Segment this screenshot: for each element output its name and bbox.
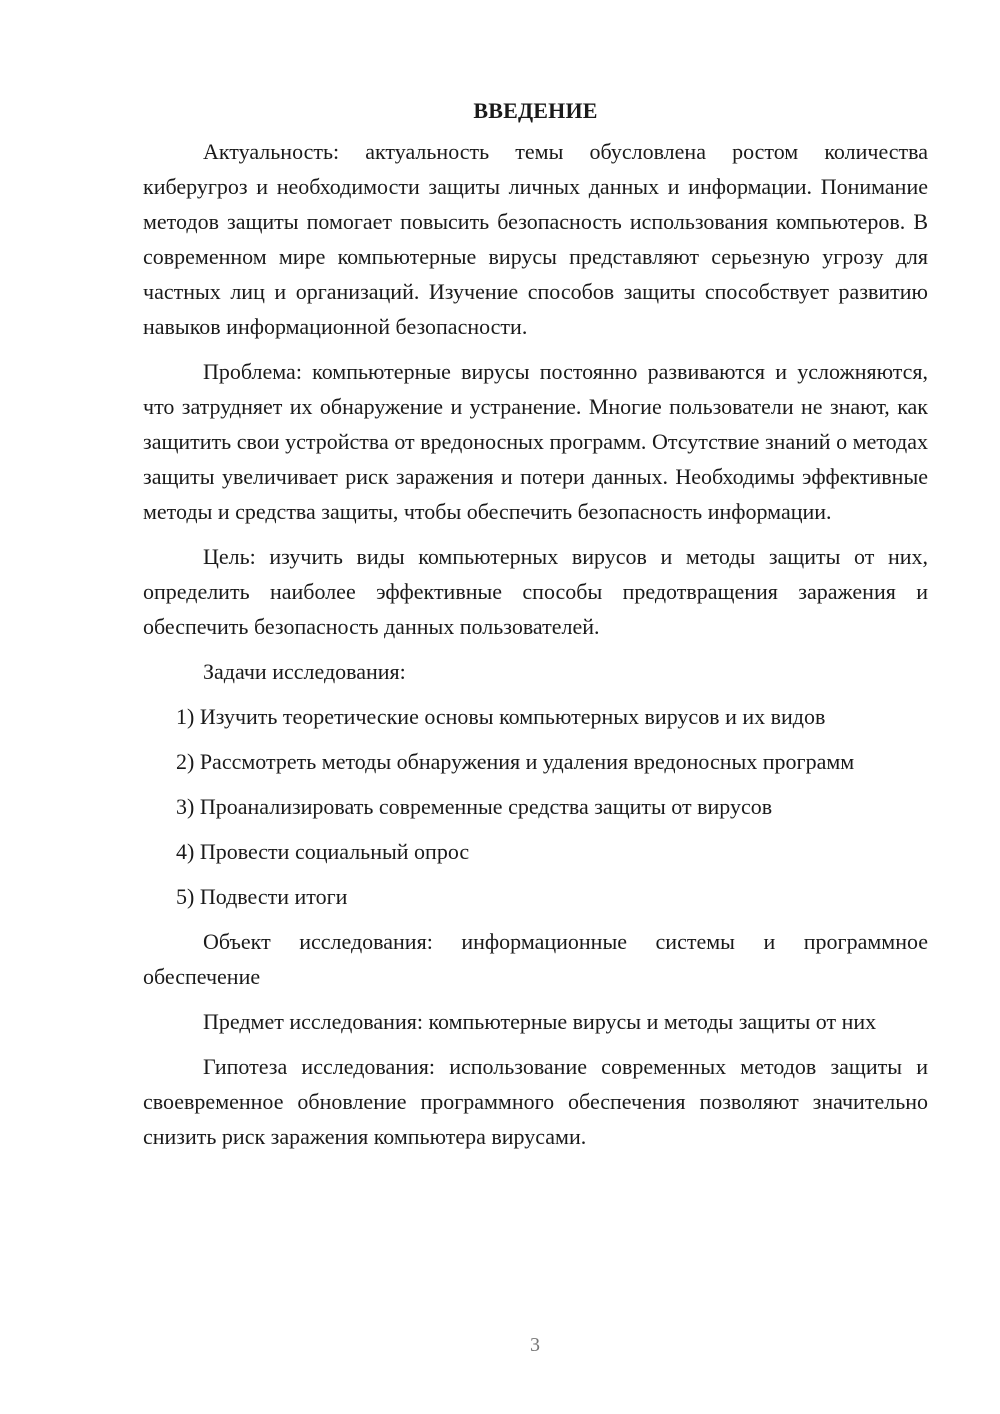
task-item-5: 5) Подвести итоги (176, 884, 348, 909)
task-item-4: 4) Провести социальный опрос (176, 839, 470, 864)
subject-paragraph: Предмет исследования: компьютерные вирусы и методы защиты от них (203, 1009, 877, 1034)
goal-paragraph: Цель: изучить виды компьютерных вирусов и методы защиты от них, определить наиболее эффективные способы предотвращения заражения и обеспечить безопасность данных пользователей. (143, 544, 928, 639)
task-item-2: 2) Рассмотреть методы обнаружения и удаления вредоносных программ (176, 749, 855, 774)
page-number: 3 (530, 1334, 540, 1356)
problem-paragraph: Проблема: компьютерные вирусы постоянно развиваются и усложняются, что затрудняет их обнаружение и устранение. Многие пользователи не знают, как защитить свои устройства от вредоносных программ. Отсутствие знаний о методах защиты увеличивает риск заражения и потери данных. Необходимы эффективные методы и средства защиты, чтобы обеспечить безопасность информации. (143, 359, 928, 524)
task-item-1: 1) Изучить теоретические основы компьютерных вирусов и их видов (176, 704, 826, 729)
hypothesis-paragraph: Гипотеза исследования: использование современных методов защиты и своевременное обновление программного обеспечения позволяют значительно снизить риск заражения компьютера вирусами. (143, 1054, 928, 1149)
document-body (143, 93, 928, 1164)
relevance-paragraph: Актуальность: актуальность темы обусловлена ростом количества киберугроз и необходимости защиты личных данных и информации. Понимание методов защиты помогает повысить безопасность использования компьютеров. В современном мире компьютерные вирусы представляют серьезную угрозу для частных лиц и организаций. Изучение способов защиты способствует развитию навыков информационной безопасности. (143, 139, 928, 339)
section-title: ВВЕДЕНИЕ (473, 98, 598, 123)
task-item-3: 3) Проанализировать современные средства защиты от вирусов (176, 794, 773, 819)
tasks-heading: Задачи исследования: (203, 659, 406, 684)
object-paragraph: Объект исследования: информационные системы и программное обеспечение (143, 929, 928, 989)
